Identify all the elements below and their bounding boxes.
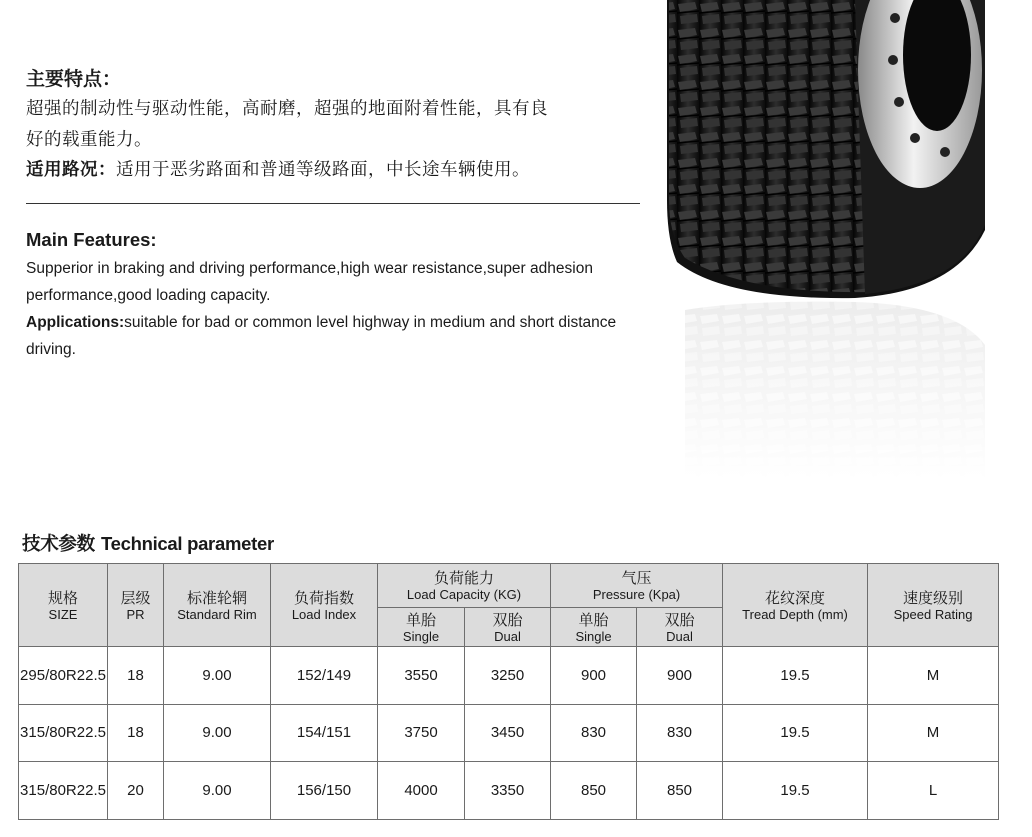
header-size — [19, 564, 108, 647]
header-size-cn: 规格 — [47, 588, 78, 607]
technical-title-en: Technical parameter — [100, 533, 274, 554]
header-load-index-en: Load Index — [291, 606, 357, 622]
header-pressure-single — [551, 608, 637, 647]
technical-title — [22, 530, 274, 556]
header-pr-cn: 层级 — [120, 588, 151, 607]
applications-en-label: Applications: — [26, 314, 125, 331]
header-load-dual-en: Dual — [494, 628, 521, 644]
cell-load-index: 156/150 — [271, 762, 378, 820]
applications-cn-label: 适用路况： — [26, 160, 116, 180]
header-speed-rating-cn: 速度级别 — [903, 588, 964, 607]
features-cn-line-1: 超强的制动性与驱动性能，高耐磨，超强的地面附着性能，具有良 — [26, 99, 548, 119]
cell-pr: 18 — [108, 647, 164, 705]
applications-en-text: suitable for bad or common level highway in medium and short distance — [124, 314, 617, 331]
header-load-dual-cn: 双胎 — [492, 610, 523, 629]
cell-load-single: 4000 — [378, 762, 465, 820]
cell-tread-depth: 19.5 — [723, 704, 868, 762]
features-en-line-4: driving. — [26, 341, 76, 358]
features-cn-title: 主要特点： — [26, 68, 122, 90]
cell-size: 315/80R22.5 — [19, 704, 108, 762]
header-size-en: SIZE — [48, 606, 78, 622]
cell-pressure-single: 900 — [551, 647, 637, 705]
header-pressure-single-cn: 单胎 — [578, 610, 609, 629]
header-pressure-single-en: Single — [575, 628, 612, 644]
header-load-single-en: Single — [402, 628, 440, 644]
header-pr-en: PR — [126, 606, 145, 622]
cell-size: 315/80R22.5 — [19, 762, 108, 820]
header-rim-en: Standard Rim — [177, 606, 257, 622]
header-load-dual — [465, 608, 551, 647]
header-load-single-cn: 单胎 — [405, 610, 436, 629]
cell-pressure-dual: 850 — [637, 762, 723, 820]
header-tread-depth-cn: 花纹深度 — [765, 588, 826, 607]
cell-load-single: 3750 — [378, 704, 465, 762]
header-load-capacity-cn: 负荷能力 — [434, 569, 495, 587]
table-row — [19, 647, 999, 705]
table-row — [19, 704, 999, 762]
cell-load-dual: 3350 — [465, 762, 551, 820]
technical-parameter-table — [18, 563, 999, 820]
header-speed-rating-en: Speed Rating — [893, 606, 973, 622]
table-row — [19, 762, 999, 820]
cell-load-index: 154/151 — [271, 704, 378, 762]
technical-title-cn: 技术参数 — [22, 534, 95, 555]
header-speed-rating — [868, 564, 999, 647]
cell-rim: 9.00 — [164, 762, 271, 820]
cell-load-index: 152/149 — [271, 647, 378, 705]
cell-pr: 18 — [108, 704, 164, 762]
table-header-row-1 — [19, 564, 999, 608]
applications-cn-line — [26, 156, 530, 181]
features-en-line-1: Supperior in braking and driving performance,high wear resistance,super adhesion — [26, 260, 593, 277]
header-load-single — [378, 608, 465, 647]
header-rim — [164, 564, 271, 647]
cell-speed-rating: M — [868, 647, 999, 705]
cell-pr: 20 — [108, 762, 164, 820]
header-pressure — [551, 564, 723, 608]
header-tread-depth-en: Tread Depth (mm) — [742, 606, 848, 622]
cell-pressure-dual: 830 — [637, 704, 723, 762]
header-pr — [108, 564, 164, 647]
cell-tread-depth: 19.5 — [723, 762, 868, 820]
cell-rim: 9.00 — [164, 647, 271, 705]
header-load-index — [271, 564, 378, 647]
cell-load-single: 3550 — [378, 647, 465, 705]
header-load-capacity — [378, 564, 551, 608]
header-pressure-dual-cn: 双胎 — [664, 610, 695, 629]
header-pressure-en: Pressure (Kpa) — [592, 587, 681, 602]
header-rim-cn: 标准轮辋 — [186, 588, 247, 607]
features-en-line-2: performance,good loading capacity. — [26, 287, 271, 304]
header-load-capacity-en: Load Capacity (KG) — [406, 587, 522, 602]
cell-pressure-single: 850 — [551, 762, 637, 820]
cell-pressure-dual: 900 — [637, 647, 723, 705]
cell-size: 295/80R22.5 — [19, 647, 108, 705]
header-pressure-dual-en: Dual — [666, 628, 693, 644]
cell-rim: 9.00 — [164, 704, 271, 762]
cell-speed-rating: L — [868, 762, 999, 820]
header-load-index-cn: 负荷指数 — [293, 588, 354, 607]
cell-load-dual: 3250 — [465, 647, 551, 705]
cell-tread-depth: 19.5 — [723, 647, 868, 705]
features-en-title: Main Features: — [26, 229, 157, 250]
tire-image — [655, 0, 1000, 480]
applications-en-line — [26, 314, 616, 332]
header-pressure-dual — [637, 608, 723, 647]
header-pressure-cn: 气压 — [621, 569, 652, 587]
header-tread-depth — [723, 564, 868, 647]
tire-illustration — [655, 0, 1000, 480]
section-divider — [26, 203, 640, 204]
cell-speed-rating: M — [868, 704, 999, 762]
applications-cn-text: 适用于恶劣路面和普通等级路面，中长途车辆使用。 — [116, 160, 530, 180]
cell-pressure-single: 830 — [551, 704, 637, 762]
cell-load-dual: 3450 — [465, 704, 551, 762]
features-cn-line-2: 好的载重能力。 — [26, 130, 152, 150]
